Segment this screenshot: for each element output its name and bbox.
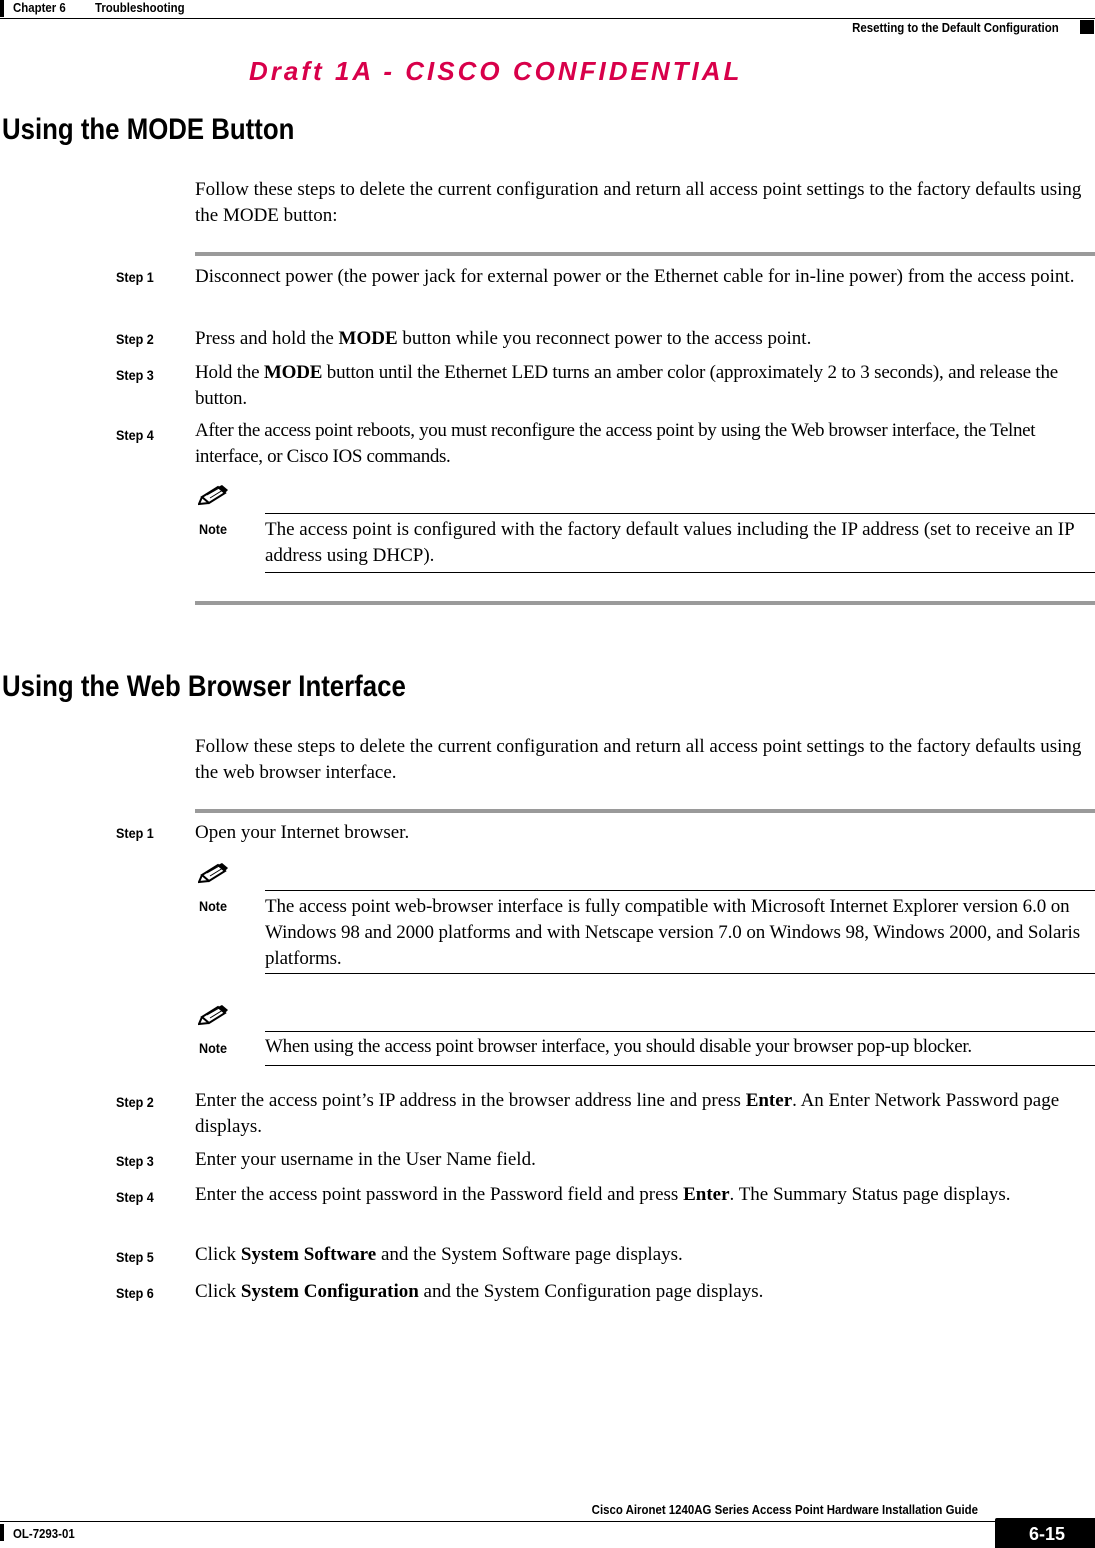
note-top-rule — [265, 513, 1095, 514]
step-text-part: . The Summary Status page displays. — [729, 1184, 1011, 1205]
footer-rule — [0, 1521, 1095, 1522]
procedure-bottom-rule — [195, 601, 1095, 605]
section-title-web-browser: Using the Web Browser Interface — [2, 670, 406, 703]
footer-guide-title: Cisco Aironet 1240AG Series Access Point Hardware Installation Guide — [591, 1502, 978, 1517]
step-text-part: Click — [195, 1281, 241, 1302]
note-top-rule — [265, 1031, 1095, 1032]
step-text-part: Hold the — [195, 362, 264, 383]
step-label: Step 4 — [116, 1189, 154, 1205]
step-label: Step 3 — [116, 1153, 154, 1169]
step-text — [195, 418, 1095, 470]
step-text-part: and the System Configuration page displays. — [418, 1281, 764, 1302]
step-text-part: button until the Ethernet LED turns an amber color (approximately 2 to 3 seconds), and release the button. — [195, 362, 1058, 409]
note-label: Note — [199, 521, 228, 537]
step-text — [195, 1147, 1091, 1173]
procedure-top-rule — [195, 252, 1095, 256]
step-text-part: Enter your username in the User Name field. — [195, 1149, 536, 1170]
step-text — [195, 1088, 1091, 1140]
step-label: Step 3 — [116, 367, 154, 383]
step-text-part: Enter the access point password in the Password field and press — [195, 1184, 684, 1205]
note-bottom-rule — [265, 572, 1095, 573]
step-label: Step 6 — [116, 1285, 154, 1301]
step-text — [195, 360, 1095, 412]
note-label: Note — [199, 898, 228, 914]
step-text — [195, 1279, 1091, 1305]
step-label: Step 1 — [116, 269, 154, 285]
note-bottom-rule — [265, 973, 1095, 974]
note-bottom-rule — [265, 1065, 1095, 1066]
step-text-part: . An Enter Network Password page displays. — [195, 1090, 1060, 1137]
header-right-block — [1080, 20, 1094, 34]
note-pencil-icon — [198, 862, 232, 884]
step-label: Step 2 — [116, 331, 154, 347]
note-label: Note — [199, 1040, 228, 1056]
step-text-part: Disconnect power (the power jack for external power or the Ethernet cable for in-line power) from the access point. — [195, 266, 1075, 287]
footer-doc-number: OL-7293-01 — [13, 1526, 75, 1541]
step-label: Step 2 — [116, 1094, 154, 1110]
note-text: The access point is configured with the factory default values including the IP address (set to receive an IP address using DHCP). — [265, 519, 1074, 566]
note-text: When using the access point browser interface, you should disable your browser pop-up blocker. — [265, 1036, 972, 1057]
step-text-part: and the System Software page displays. — [376, 1244, 683, 1265]
step-label: Step 1 — [116, 825, 154, 841]
step-text — [195, 1242, 1091, 1268]
header-chapter-title: Troubleshooting — [95, 0, 185, 15]
step-text-part: After the access point reboots, you must reconfigure the access point by using the Web browser interface, the Telnet interface, or Cisco IOS commands. — [195, 420, 1036, 467]
note-text: The access point web-browser interface is fully compatible with Microsoft Internet Explorer version 6.0 on Windows 98 and 2000 platforms and with Netscape version 7.0 on Windows 98, Windows 2000, and Solaris platforms. — [265, 896, 1080, 969]
step-text: Open your Internet browser. — [195, 822, 410, 843]
section2-intro: Follow these steps to delete the current configuration and return all access point settings to the factory defaults using the web browser interface. — [195, 736, 1082, 783]
footer-left-bar — [0, 1524, 4, 1541]
step-label: Step 5 — [116, 1249, 154, 1265]
step-text-part: Press and hold the — [195, 328, 339, 349]
header-left-bar — [0, 0, 4, 17]
step-text-bold: System Software — [240, 1244, 377, 1265]
draft-banner: Draft 1A - CISCO CONFIDENTIAL — [249, 56, 743, 86]
step-text-bold: Enter — [683, 1184, 730, 1205]
note-pencil-icon — [198, 484, 232, 506]
note-top-rule — [265, 890, 1095, 891]
step-text-bold: MODE — [338, 328, 398, 349]
step-text — [195, 1182, 1091, 1208]
step-label: Step 4 — [116, 427, 154, 443]
step-text — [195, 326, 1091, 352]
step-text-part: button while you reconnect power to the access point. — [397, 328, 812, 349]
step-text-bold: Enter — [745, 1090, 793, 1111]
header-section: Resetting to the Default Configuration — [852, 20, 1059, 35]
step-text — [195, 264, 1091, 290]
step-text-part: Click — [195, 1244, 241, 1265]
step-text-part: Enter the access point’s IP address in the browser address line and press — [195, 1090, 746, 1111]
section1-intro: Follow these steps to delete the current configuration and return all access point settings to the factory defaults using the MODE button: — [195, 179, 1082, 226]
header-rule — [0, 18, 1095, 19]
note-pencil-icon — [198, 1004, 232, 1026]
section-title-mode-button: Using the MODE Button — [2, 113, 295, 146]
step-text-bold: MODE — [263, 362, 323, 383]
procedure-top-rule — [195, 809, 1095, 813]
header-chapter: Chapter 6 — [13, 0, 66, 15]
footer-page-number: 6-15 — [1028, 1524, 1066, 1544]
step-text-bold: System Configuration — [240, 1281, 419, 1302]
